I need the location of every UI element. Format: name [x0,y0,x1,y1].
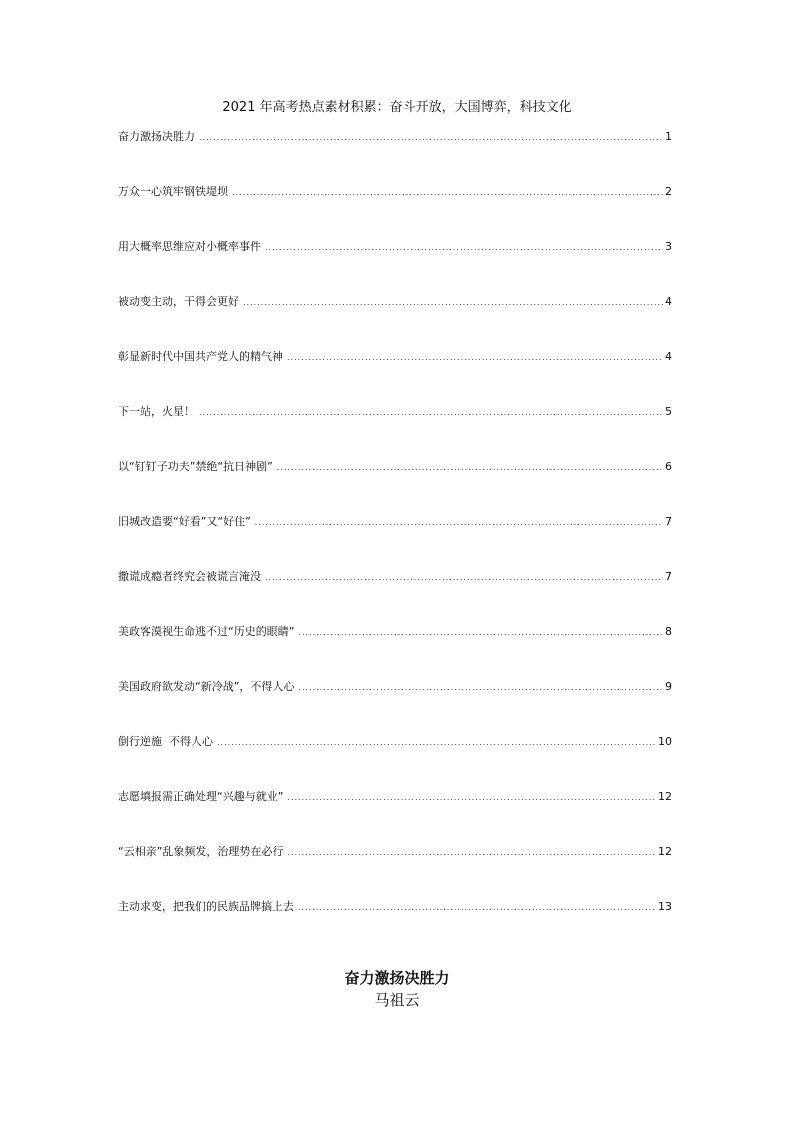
toc-entry-label: 主动求变，把我们的民族品牌搞上去 [118,900,294,913]
toc-entry-label: 美政客漠视生命逃不过“历史的眼睛” [118,625,295,638]
toc-entry-page: 10 [658,735,672,748]
toc-entry-label: 倒行逆施 不得人心 [118,735,213,748]
toc-entry[interactable] [118,460,672,515]
toc-entry-label: 下一站，火星！ [118,405,195,418]
toc-entry-label: 以“钉钉子功夫”禁绝“抗日神剧” [118,460,273,473]
toc-dot-leader [265,571,663,585]
toc-entry-label: 旧城改造要“好看”又“好住” [118,515,251,528]
toc-entry-label: 被动变主动，干得会更好 [118,295,239,308]
toc-entry[interactable] [118,405,672,460]
toc-entry-label: 奋力激扬决胜力 [118,130,195,143]
toc-entry-page: 4 [665,350,672,363]
toc-entry-page: 5 [665,405,672,418]
toc-entry[interactable] [118,240,672,295]
toc-entry-page: 7 [665,515,672,528]
toc-entry[interactable] [118,295,672,350]
toc-dot-leader [298,901,656,915]
toc-entry[interactable] [118,350,672,405]
toc-entry[interactable] [118,680,672,735]
toc-entry-label: 用大概率思维应对小概率事件 [118,240,261,253]
toc-entry[interactable] [118,185,672,240]
toc-dot-leader [265,241,663,255]
article-author: 马祖云 [374,991,420,1009]
toc-dot-leader [255,516,663,530]
toc-dot-leader [287,351,663,365]
toc-entry-label: 志愿填报需正确处理“兴趣与就业” [118,790,284,803]
toc-dot-leader [199,131,663,145]
toc-entry[interactable] [118,790,672,845]
toc-entry[interactable] [118,625,672,680]
toc-entry-page: 12 [658,790,672,803]
toc-entry-label: 彰显新时代中国共产党人的精气神 [118,350,283,363]
toc-entry-page: 8 [665,625,672,638]
toc-dot-leader [287,791,656,805]
toc-dot-leader [217,736,656,750]
toc-entry-page: 6 [665,460,672,473]
toc-entry[interactable] [118,515,672,570]
table-of-contents [118,130,672,955]
toc-entry-label: “云相亲”乱象频发，治理势在必行 [118,845,284,858]
document-title: 2021 年高考热点素材积累：奋斗开放，大国博弈，科技文化 [222,100,572,115]
toc-entry[interactable] [118,845,672,900]
toc-entry-page: 9 [665,680,672,693]
toc-entry[interactable] [118,570,672,625]
toc-dot-leader [243,296,663,310]
toc-entry-page: 4 [665,295,672,308]
article-title: 奋力激扬决胜力 [344,969,450,987]
toc-dot-leader [287,846,656,860]
toc-entry[interactable] [118,900,672,955]
toc-entry-page: 13 [658,900,672,913]
toc-dot-leader [199,406,663,420]
toc-dot-leader [232,186,663,200]
toc-entry-label: 美国政府欲发动“新冷战”，不得人心 [118,680,295,693]
toc-entry-page: 2 [665,185,672,198]
toc-entry[interactable] [118,735,672,790]
toc-entry-page: 1 [665,130,672,143]
toc-entry-page: 7 [665,570,672,583]
toc-entry-page: 12 [658,845,672,858]
toc-dot-leader [298,681,663,695]
toc-entry-label: 撒谎成瘾者终究会被谎言淹没 [118,570,261,583]
toc-entry-label: 万众一心筑牢钢铁堤坝 [118,185,228,198]
toc-entry-page: 3 [665,240,672,253]
toc-dot-leader [298,626,663,640]
toc-entry[interactable] [118,130,672,185]
toc-dot-leader [277,461,663,475]
